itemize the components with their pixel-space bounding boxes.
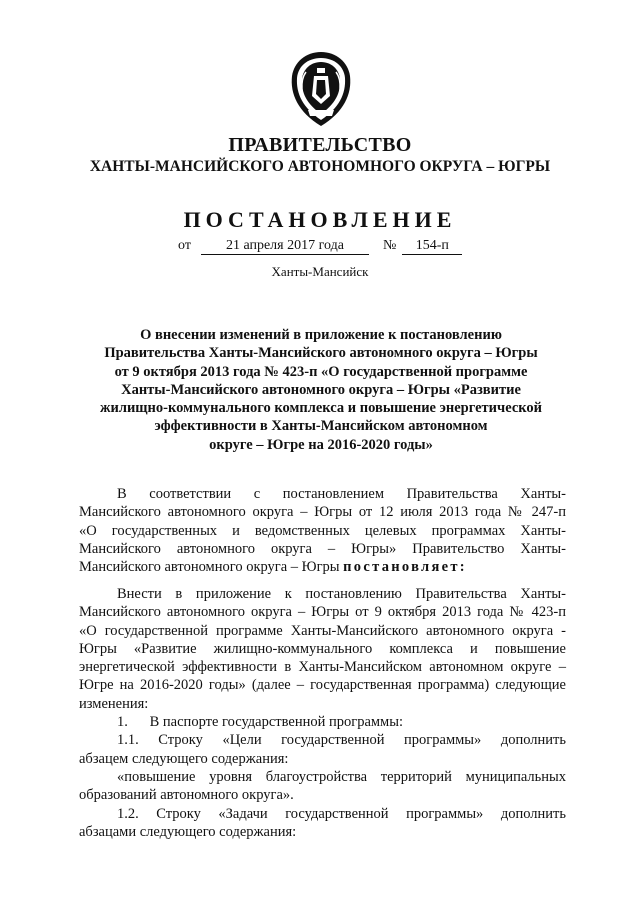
title-line: Правительства Ханты-Мансийского автономного округа – Югры xyxy=(104,345,538,362)
text-line: 1.1. Строку «Цели государственной программы» дополнить xyxy=(117,732,566,749)
text-line: Мансийского автономного округа – Югры от 9 октября 2013 года № 423-п xyxy=(79,604,566,621)
org-name-line1: ПРАВИТЕЛЬСТВО xyxy=(228,134,412,156)
text-line: энергетической эффективности в Ханты-Мансийском автономном округе – xyxy=(79,659,566,676)
document-date: 21 апреля 2017 года xyxy=(201,238,369,255)
text-line: образований автономного округа». xyxy=(79,787,294,804)
title-line: от 9 октября 2013 года № 423-п «О государственной программе xyxy=(114,363,528,380)
title-line: Ханты-Мансийского автономного округа – Югры «Развитие xyxy=(121,381,521,398)
text-line: Югры «Развитие жилищно-коммунального комплекса и повышение xyxy=(79,640,566,657)
text-line: «повышение уровня благоустройства территорий муниципальных xyxy=(117,768,566,785)
date-prefix: от xyxy=(178,238,191,253)
text-line: Мансийского автономного округа – Югры от 12 июля 2013 года № 247-п xyxy=(79,504,566,521)
title-line: эффективности в Ханты-Мансийском автономном xyxy=(154,418,488,435)
resolves-word: постановляет: xyxy=(343,559,467,576)
org-name-line2: ХАНТЫ-МАНСИЙСКОГО АВТОНОМНОГО ОКРУГА – ЮГРЫ xyxy=(89,158,551,175)
city: Ханты-Мансийск xyxy=(271,264,369,279)
resolution-title xyxy=(80,326,562,454)
text-line xyxy=(79,558,566,576)
document-number: 154-п xyxy=(402,238,462,255)
text-line: абзацами следующего содержания: xyxy=(79,823,297,840)
text-line: 1. В паспорте государственной программы: xyxy=(117,714,403,731)
title-line: жилищно-коммунального комплекса и повышение энергетической xyxy=(99,400,543,417)
text-line: изменения: xyxy=(79,695,149,712)
coat-of-arms-icon xyxy=(286,50,356,128)
title-line: О внесении изменений в приложение к постановлению xyxy=(140,327,502,343)
text-line: 1.2. Строку «Задачи государственной программы» дополнить xyxy=(117,805,566,822)
number-sign: № xyxy=(382,238,397,253)
text-line: абзацем следующего содержания: xyxy=(79,750,289,767)
preamble-paragraph xyxy=(79,485,566,576)
title-line: округе – Югре на 2016-2020 годы» xyxy=(209,436,433,453)
text-line: Югре на 2016-2020 годы» (далее – государственная программа) следующие xyxy=(79,677,566,694)
text-line: В соответствии с постановлением Правительства Ханты- xyxy=(117,486,566,502)
text-line: Мансийского автономного округа – Югры» Правительство Ханты- xyxy=(79,540,566,557)
preamble-line5: Мансийского автономного округа – Югры xyxy=(79,559,340,576)
text-line: «О государственной программе Ханты-Мансийского автономного округа - xyxy=(79,622,566,639)
operative-section xyxy=(79,585,566,841)
document-type: ПОСТАНОВЛЕНИЕ xyxy=(183,207,457,232)
text-line: Внести в приложение к постановлению Правительства Ханты- xyxy=(117,586,566,602)
text-line: «О государственных и ведомственных целевых программах Ханты- xyxy=(79,522,566,539)
